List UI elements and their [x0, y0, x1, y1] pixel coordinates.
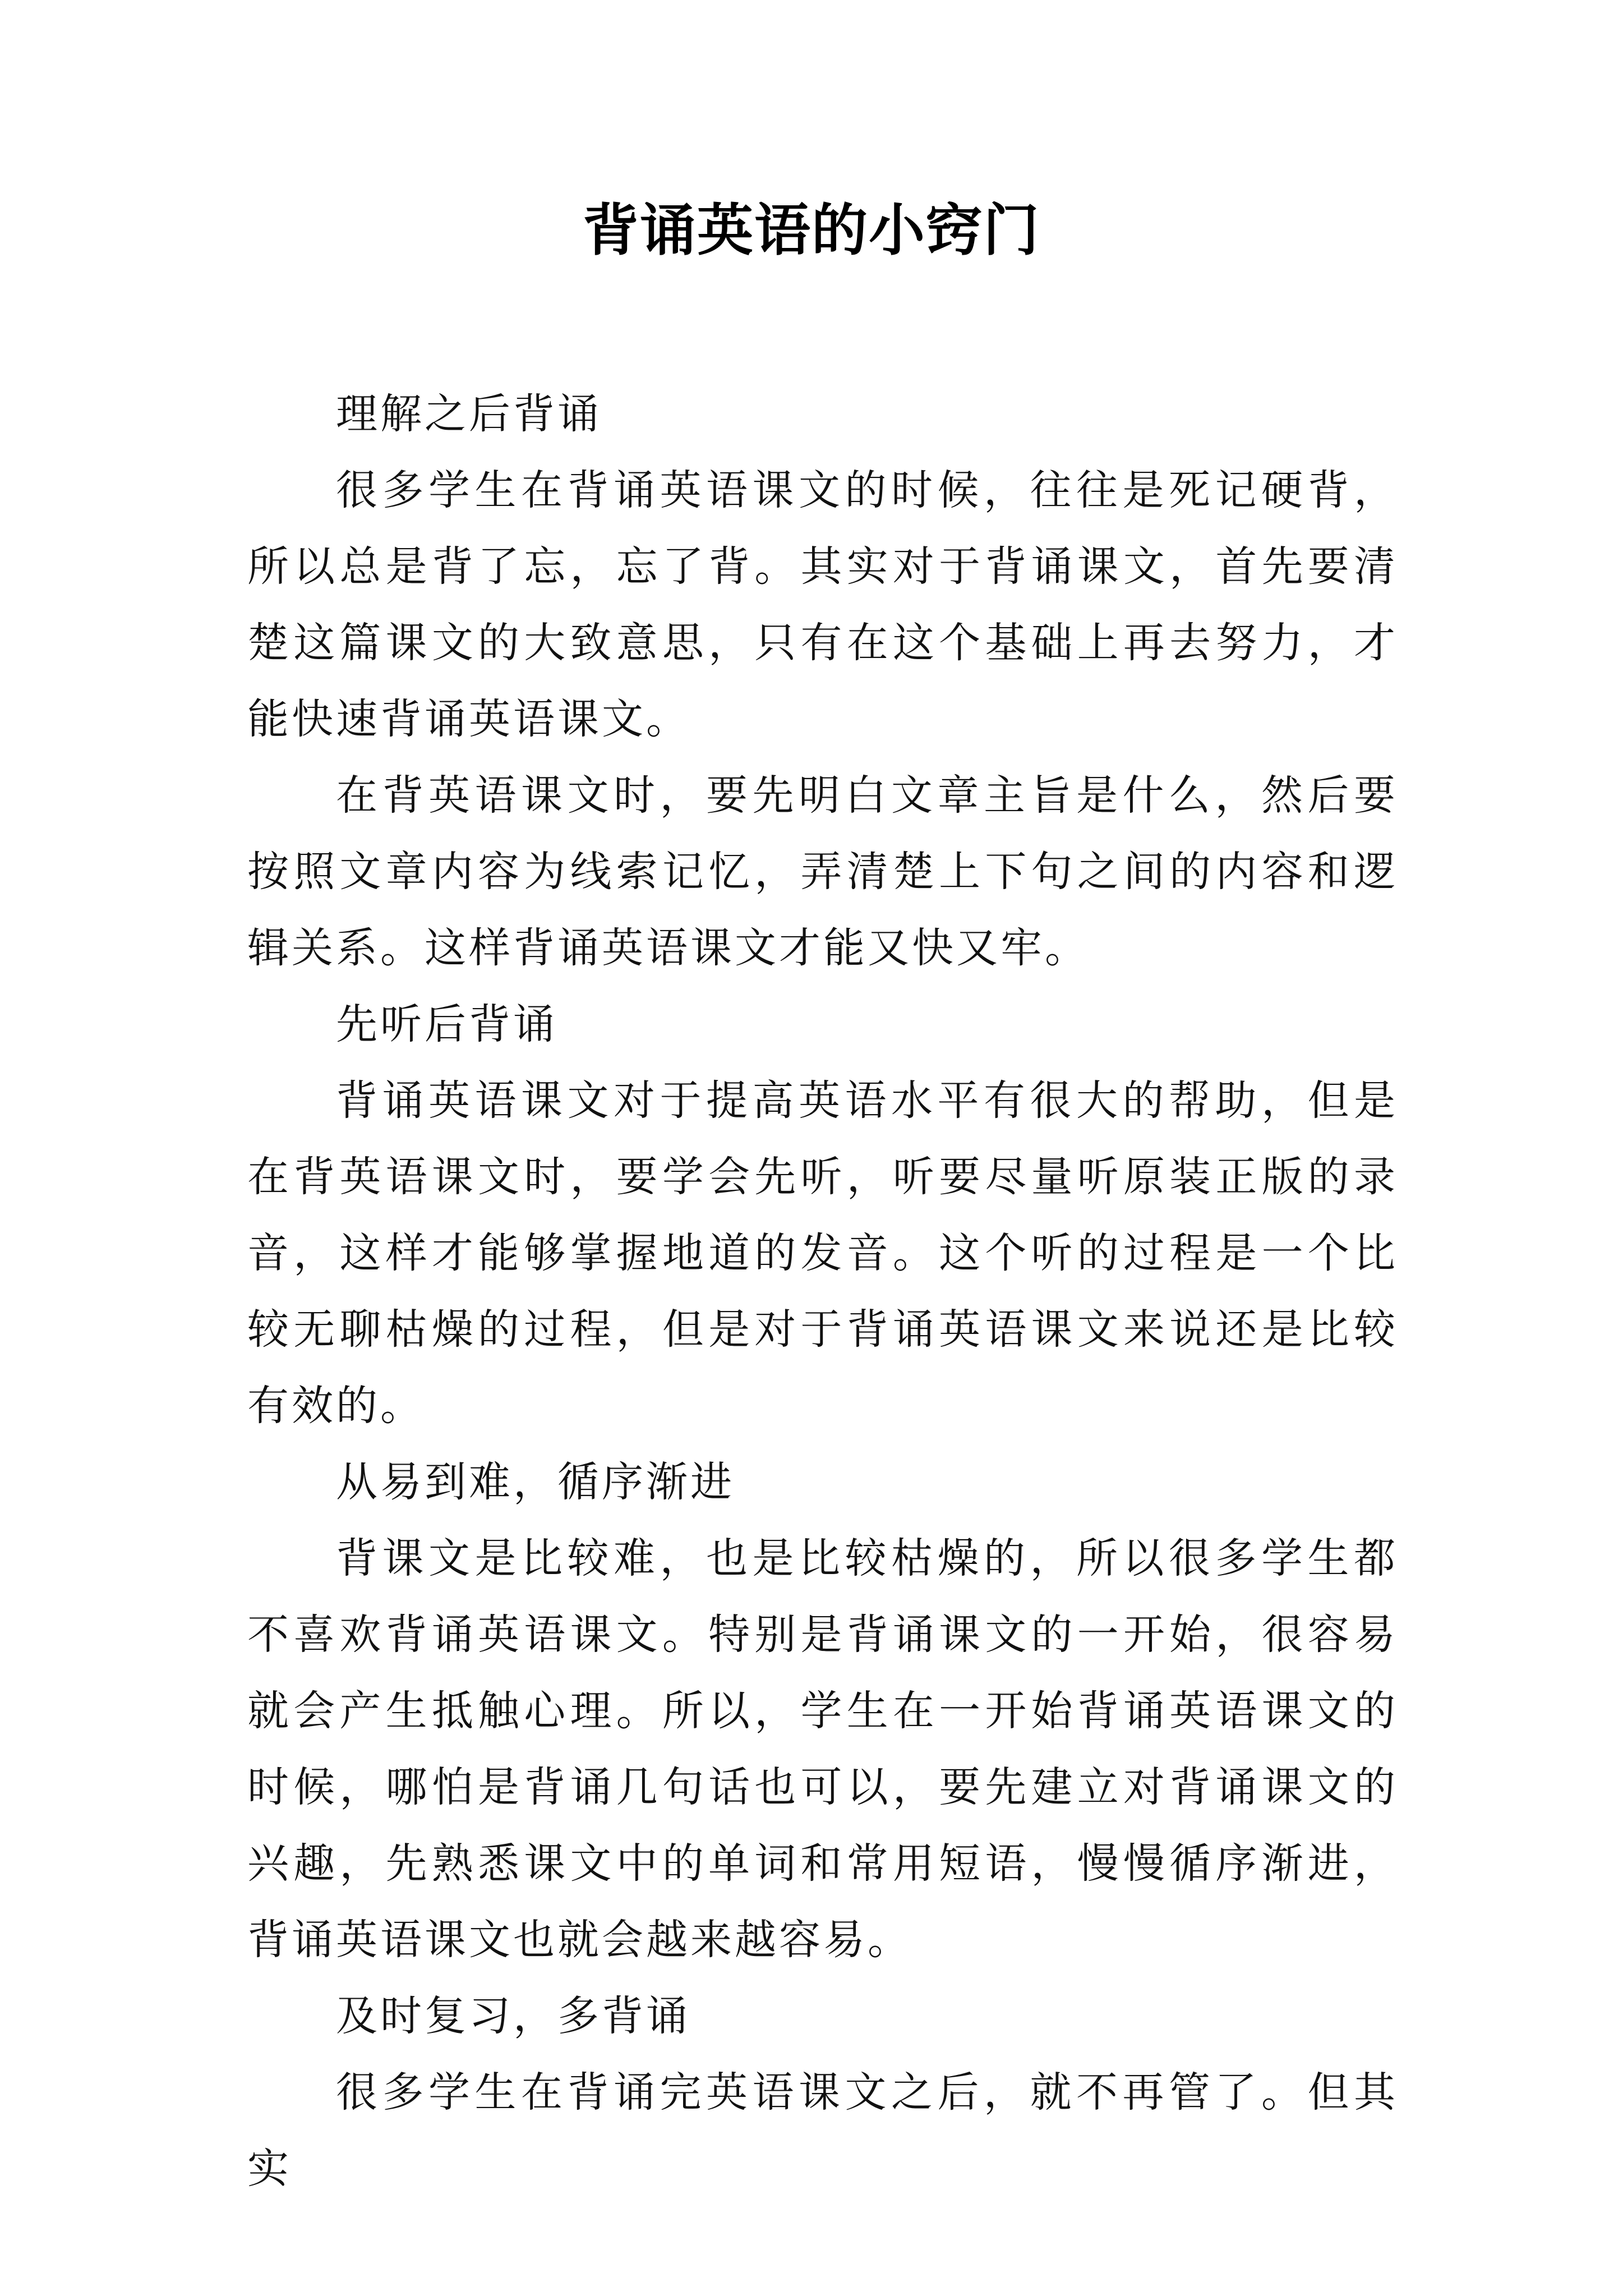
paragraph: 很多学生在背诵英语课文的时候，往往是死记硬背，所以总是背了忘，忘了背。其实对于背诵课文，首先要清楚这篇课文的大致意思，只有在这个基础上再去努力，才能快速背诵英语课文。	[247, 466, 1398, 743]
document-body	[247, 376, 1398, 2207]
paragraph: 很多学生在背诵完英语课文之后，就不再管了。但其实	[247, 2068, 1398, 2193]
paragraph: 在背英语课文时，要先明白文章主旨是什么，然后要按照文章内容为线索记忆，弄清楚上下句之间的内容和逻辑关系。这样背诵英语课文才能又快又牢。	[247, 771, 1398, 972]
section-heading: 先听后背诵	[336, 1000, 557, 1048]
document-title: 背诵英语的小窍门	[583, 197, 1040, 263]
paragraph: 背诵英语课文对于提高英语水平有很大的帮助，但是在背英语课文时，要学会先听，听要尽量听原装正版的录音，这样才能够掌握地道的发音。这个听的过程是一个比较无聊枯燥的过程，但是对于背诵英语课文来说还是比较有效的。	[247, 1076, 1398, 1430]
section-heading: 及时复习，多背诵	[336, 1992, 690, 2040]
paragraph: 背课文是比较难，也是比较枯燥的，所以很多学生都不喜欢背诵英语课文。特别是背诵课文的一开始，很容易就会产生抵触心理。所以，学生在一开始背诵英语课文的时候，哪怕是背诵几句话也可以，要先建立对背诵课文的兴趣，先熟悉课文中的单词和常用短语，慢慢循序渐进，背诵英语课文也就会越来越容易。	[247, 1534, 1398, 1964]
section-heading: 从易到难，循序渐进	[336, 1458, 735, 1506]
section-heading: 理解之后背诵	[336, 390, 602, 438]
